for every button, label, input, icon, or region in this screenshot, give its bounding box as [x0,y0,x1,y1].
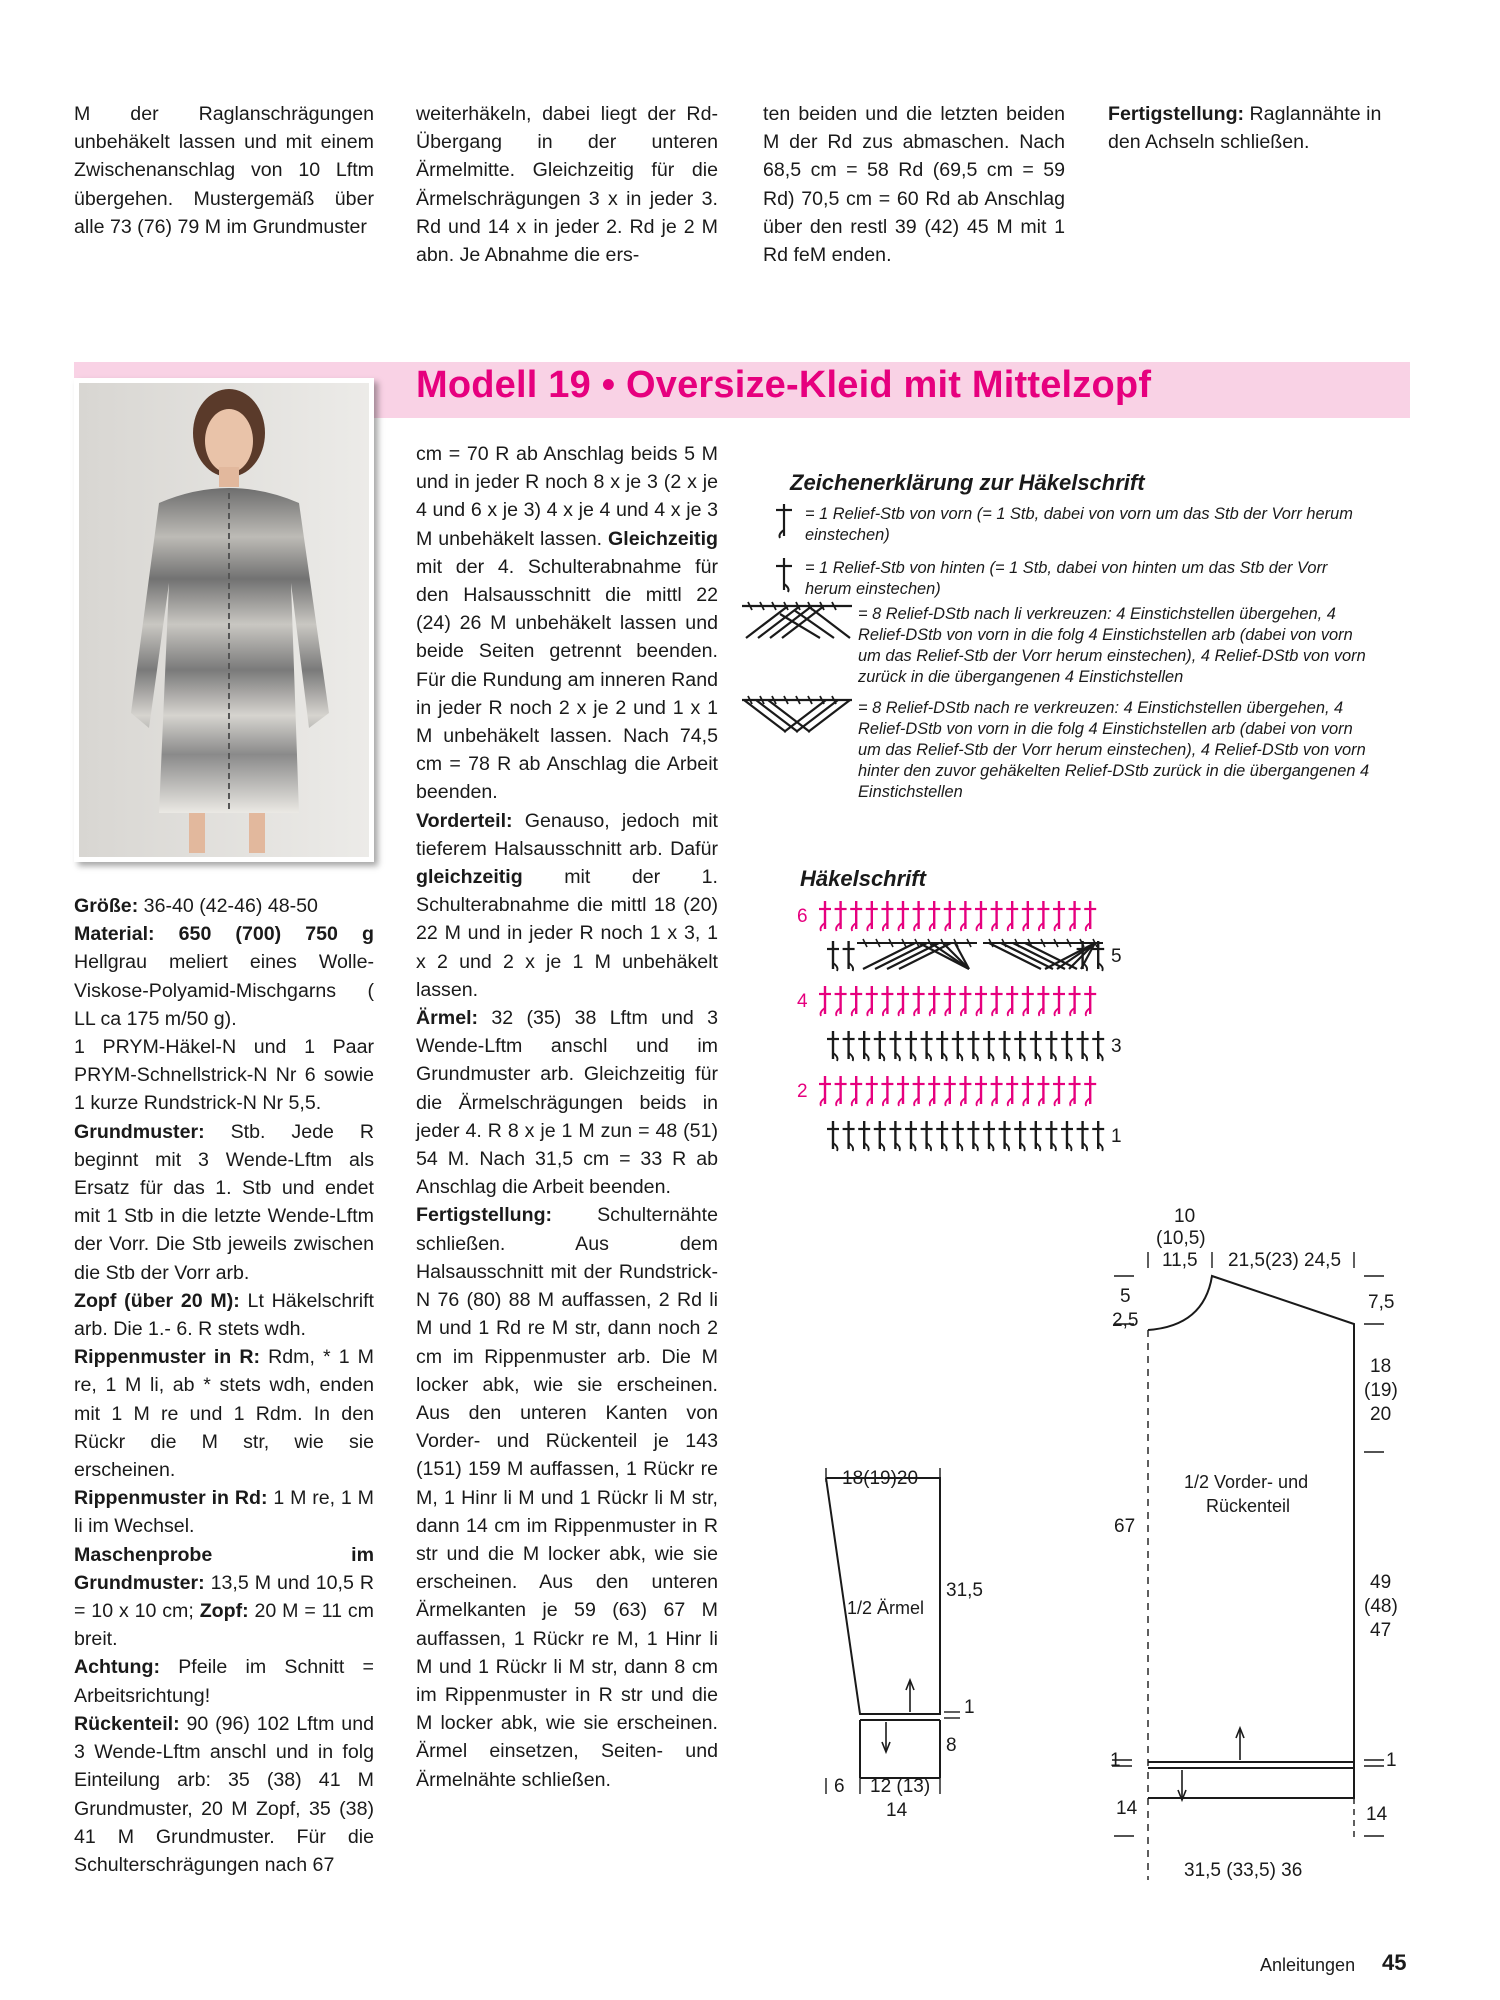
stitch-front [1037,986,1049,1016]
body-rib-right: 1 [1386,1750,1397,1771]
stitch-front [1037,901,1049,931]
stitch-front [944,986,956,1016]
paragraph-text: 36-40 (42-46) 48-50 [138,895,318,917]
stitch-front [944,901,956,931]
sleeve-rib-mark: 1 [964,1697,975,1718]
needle-line [74,1033,374,1118]
stitch-back [1092,1121,1104,1151]
stitch-front [944,1076,956,1106]
stitch-back [905,1121,917,1151]
text-column-1 [74,100,374,241]
paragraph-text: Hellgrau meliert eines Wolle-Viskose-Polyamid-Mischgarns ( LL ca 175 m/50 g). [74,951,374,1030]
stitch-front [819,1076,831,1106]
side-49: 49 [1370,1572,1392,1593]
bold-lead: Fertigstellung: [416,1204,553,1227]
stitch-front [928,986,940,1016]
text-column-left [74,892,374,1879]
neck-width-10: 10 [1174,1206,1196,1227]
paragraph-text: mit der 4. Schulterabnahme für den Halsausschnitt die mittl 22 (24) 26 M unbehäkelt lassen und beide Seiten getrennt beenden. Für die Rundung am inneren Rand in jeder R noch 2 x je 2 und 1 x 1 M unbehäkelt lassen. Nach 74,5 cm = 78 R ab Anschlag die Arbeit beenden. [416,555,718,804]
row-number: 4 [797,991,808,1012]
sleeve-schematic [800,1460,1000,1810]
finishing-text [416,1201,718,1793]
stitch-front [1022,986,1034,1016]
sleeve-bottom-left: 6 [834,1776,845,1797]
stitch-back [936,1121,948,1151]
stitch-back [843,1031,855,1061]
stitch-front [959,901,971,931]
stitch-back [858,1121,870,1151]
stitch-back [843,941,855,971]
stitch-front [850,901,862,931]
stitch-back [827,1031,839,1061]
stitch-back [999,1031,1011,1061]
stitch-back [1077,1121,1089,1151]
row-number: 1 [1111,1126,1122,1147]
bold-lead: Größe: [74,895,139,917]
paragraph-text: 90 (96) 102 Lftm und 3 Wende-Lftm anschl und in folg Einteilung arb: 35 (38) 41 M Grundmuster, 20 M Zopf, 35 (38) 41 M Grundmuster. Für die Schulterschrägungen nach 67 [74,1712,374,1876]
stitch-back [874,1121,886,1151]
stitch-front [975,986,987,1016]
paragraph [1108,100,1414,156]
stitch-front [1084,986,1096,1016]
stitch-back [999,1121,1011,1151]
paragraph-text: cm = 70 R ab Anschlag beids 5 M und in jeder R noch 8 x je 3 (2 x je 4 und 6 x je 3) 4 x je 4 und 4 x je 3 M unbehäkelt lassen. [416,443,718,550]
stitch-back [1077,1031,1089,1061]
stitch-front [913,1076,925,1106]
paragraph-text: 13,5 M und 10,5 R = 10 x 10 cm; [74,1571,374,1623]
legend-title: Zeichenerklärung zur Häkelschrift [790,470,1145,495]
paragraph-text: Pfeile im Schnitt = Arbeitsrichtung! [74,1656,374,1707]
stitch-front [991,986,1003,1016]
body-label-2: Rückenteil [1206,1496,1291,1516]
paragraph-text: 32 (35) 38 Lftm und 3 Wende-Lftm anschl und im Grundmuster arb. Gleichzeitig für die Ärmelschrägungen beids in jeder 4. R 8 x je 1 M zun = 48 (51) 54 M. Nach 31,5 cm = 33 R ab Anschlag die Arbeit beenden. [416,1007,718,1199]
stitch-back [983,1121,995,1151]
stitch-front [1053,986,1065,1016]
paragraph-text: Raglannähte in den Achseln schließen. [1108,103,1382,154]
paragraph-text: 20 M = 11 cm breit. [74,1600,374,1651]
stitch-back [827,941,839,971]
legend-item-2: = 1 Relief-Stb von hinten (= 1 Stb, dabei von hinten um das Stb der Vorr herum einstechen) [805,559,1328,598]
stitch-front [866,901,878,931]
front-piece [416,807,718,1004]
text-column-2 [416,100,718,269]
legend-item-1: = 1 Relief-Stb von vorn (= 1 Stb, dabei von vorn um das Stb der Vorr herum einstechen) [805,505,1353,544]
back-piece [74,1710,374,1879]
stitch-front [1053,901,1065,931]
bold-lead: gleichzeitig [416,866,523,889]
stitch-back [921,1031,933,1061]
stitch-front [850,986,862,1016]
stitch-front [819,901,831,931]
row-number: 3 [1111,1036,1122,1057]
stitch-front [1069,1076,1081,1106]
stitch-back [889,1031,901,1061]
body-height: 67 [1114,1516,1136,1537]
stitch-front [1069,986,1081,1016]
armhole-19: (19) [1364,1380,1398,1401]
relief-back-symbol-icon [770,554,800,594]
stitch-back [1061,1031,1073,1061]
stitch-front [959,986,971,1016]
bold-lead: Rippenmuster in R: [74,1346,260,1369]
bold-lead: Grundmuster: [74,1120,205,1143]
bold-lead: Maschenprobe im Grundmuster: [74,1543,374,1594]
paragraph-text: 1 M re, 1 M li im Wechsel. [74,1487,374,1538]
neck-width-115: 11,5 [1162,1250,1198,1271]
side-47: 47 [1370,1620,1392,1641]
material-line [74,920,374,1033]
paragraph-text: Stb. Jede R beginnt mit 3 Wende-Lftm als Ersatz für das 1. Stb und endet mit 1 Stb in die letzte Wende-Lftm der Vorr. Die Stb jeweils zwischen die Stb der Vorr arb. [74,1120,374,1284]
body-schematic [1100,1240,1400,1880]
stitch-back [1030,1121,1042,1151]
row-number: 6 [797,906,808,927]
paragraph-text: mit der 1. Schulterabnahme die mittl 18 (20) 22 M und in jeder R noch 1 x 3, 1 x 2 und 2 x je 1 M unbehäkelt lassen. [416,866,718,1001]
stitch-back [1014,1031,1026,1061]
stitch-front [991,901,1003,931]
stitch-front [866,1076,878,1106]
stitch-back [967,1031,979,1061]
stitch-front [975,1076,987,1106]
text-column-4 [1108,100,1414,156]
cable-left [857,939,977,969]
stitch-front [928,1076,940,1106]
stitch-back [1061,1121,1073,1151]
stitch-front [897,1076,909,1106]
body-rib-height-left: 14 [1116,1798,1138,1819]
stitch-back [905,1031,917,1061]
paragraph-text: Lt Häkelschrift arb. Die 1.- 6. R stets wdh. [74,1289,374,1341]
stitch-back [1030,1031,1042,1061]
stitch-front [959,1076,971,1106]
side-48: (48) [1364,1596,1398,1617]
chart-title: Häkelschrift [800,866,926,891]
paragraph: weiterhäkeln, dabei liegt der Rd-Übergang in der unteren Ärmelmitte. Gleichzeitig für die Ärmelschrägungen 3 x in jeder 3. Rd und 14 x in jeder 2. Rd je 2 M abn. Je Abnahme die ers- [416,103,718,267]
stitch-front [881,1076,893,1106]
stitch-back [874,1031,886,1061]
stitch-front [1006,1076,1018,1106]
stitch-front [835,901,847,931]
sleeve-bottom-mid: 12 (13) [870,1776,931,1797]
stitch-front [913,901,925,931]
bold-lead: Gleichzeitig [608,527,718,550]
stitch-front [897,986,909,1016]
basic-pattern [74,1118,374,1287]
photo-illustration [79,383,369,857]
paragraph-text: Schulternähte schließen. Aus dem Halsausschnitt mit der Rundstrick-N 76 (80) 88 M auffassen, 2 Rd li M und 1 Rd re M str, dann noch 2 cm im Rippenmuster arb. Die M locker abk, wie sie erscheinen. Aus den unteren Kanten von Vorder- und Rückenteil je 143 (151) 159 M auffassen, 1 Rückr re M, 1 Hinr li M und 1 Rückr li M str, dann 14 cm im Rippenmuster in R str und die M locker abk, wie sie erscheinen. Aus den unteren Ärmelkanten je 59 (63) 67 M auffassen, 1 Rückr re M, 1 Hinr li M und 1 Rückr li M str, dann 8 cm im Rippenmuster in R str und die M locker abk, wie sie erscheinen. Ärmel einsetzen, Seiten- und Ärmelnähte schließen. [416,1204,718,1791]
sleeve-top-width: 18(19)20 [842,1468,919,1489]
paragraph-text: Rdm, * 1 M re, 1 M li, ab * stets wdh, enden mit 1 M re und 1 Rdm. In den Rückr die M str, wie sie erscheinen. [74,1346,374,1482]
armhole-18: 18 [1370,1356,1392,1377]
rib-rows [74,1343,374,1484]
stitch-front [1084,1076,1096,1106]
stitch-back [858,1031,870,1061]
stitch-front [819,986,831,1016]
crochet-chart [795,895,1215,1175]
stitch-front [850,1076,862,1106]
stitch-back [967,1121,979,1151]
paragraph: ten beiden und die letzten beiden M der Rd zus abmaschen. Nach 68,5 cm = 58 Rd (69,5 cm = 59 Rd) 70,5 cm = 60 Rd ab Anschlag über den restl 39 (42) 45 M mit 1 Rd feM enden. [763,103,1065,267]
stitch-front [1069,901,1081,931]
stitch-back [921,1121,933,1151]
page-number: 45 [1382,1950,1407,1975]
stitch-front [897,901,909,931]
body-bottom-width: 31,5 (33,5) 36 [1184,1860,1303,1881]
bold-lead: Rippenmuster in Rd: [74,1487,268,1510]
paragraph-text: Genauso, jedoch mit tieferem Halsausschnitt arb. Dafür [416,809,718,860]
stitch-front [913,986,925,1016]
stitch-back [843,1121,855,1151]
text-column-middle [416,440,718,1794]
bold-lead: Achtung: [74,1656,160,1679]
stitch-front [835,986,847,1016]
stitch-back [983,1031,995,1061]
text-column-3 [763,100,1065,269]
stitch-front [866,986,878,1016]
stitch-back [936,1031,948,1061]
stitch-front [881,986,893,1016]
stitch-back [1045,1121,1057,1151]
stitch-front [991,1076,1003,1106]
model-photo [74,378,374,862]
neck-depth-5: 5 [1120,1286,1131,1307]
footer-section: Anleitungen [1260,1955,1356,1975]
stitch-back [952,1121,964,1151]
stitch-back [827,1121,839,1151]
stitch-front [881,901,893,931]
bold-lead: Vorderteil: [416,809,513,832]
stitch-front [1006,986,1018,1016]
bold-lead: Zopf (über 20 M): [74,1289,240,1312]
stitch-front [1006,901,1018,931]
bold-lead: Fertigstellung: [1108,103,1245,125]
bold-lead: Zopf: [199,1600,249,1623]
row-number: 2 [797,1081,808,1102]
stitch-front [975,901,987,931]
bold-lead: Ärmel: [416,1007,479,1030]
stitch-front [928,901,940,931]
body-rib-height-right: 14 [1366,1804,1388,1825]
shoulder-width: 21,5(23) 24,5 [1228,1250,1342,1271]
row-number: 5 [1111,946,1122,967]
sleeve-label: 1/2 Ärmel [847,1598,925,1618]
model-title: Modell 19 • Oversize-Kleid mit Mittelzopf [416,364,1152,406]
cable-pattern [74,1287,374,1343]
shoulder-text [416,440,718,807]
stitch-front [1037,1076,1049,1106]
cross-right-symbol-icon [738,694,856,738]
size-line [74,892,374,920]
attention [74,1653,374,1709]
body-label-1: 1/2 Vorder- und [1184,1472,1309,1492]
legend-item-3: = 8 Relief-DStb nach li verkreuzen: 4 Einstichstellen übergehen, 4 Relief-DStb von vorn in die folg 4 Einstichstellen arb (dabei von vorn um das Relief-Stb der Vorr herum einstechen), 4 Relief-DStb von vorn zurück in die übergangenen 4 Einstichstellen [858,605,1366,686]
legend-item-4: = 8 Relief-DStb nach re verkreuzen: 4 Einstichstellen übergehen, 4 Relief-DStb von vorn in die folg 4 Einstichstellen arb (dabei von vorn um das Relief-Stb der Vorr herum einstechen), 4 Relief-DStb von vorn hinter den zuvor gehäkelten Relief-DStb zurück in die übergangenen 4 Einstichstellen [858,699,1370,801]
stitch-back [1045,1031,1057,1061]
bold-lead: Rückenteil: [74,1712,180,1735]
stitch-front [1053,1076,1065,1106]
paragraph: M der Raglanschrägungen unbehäkelt lassen und mit einem Zwischenanschlag von 10 Lftm übergehen. Mustergemäß über alle 73 (76) 79 M im Grundmuster [74,103,374,238]
relief-front-symbol-icon [770,500,800,540]
body-rib-left: 1 [1110,1750,1121,1771]
stitch-front [1084,901,1096,931]
sleeve-rib-height: 8 [946,1735,957,1756]
bold-lead: Material: 650 (700) 750 g [74,923,374,946]
neck-depth-25: 2,5 [1112,1310,1139,1331]
sleeve-height: 31,5 [946,1580,983,1601]
shoulder-drop: 7,5 [1368,1292,1395,1313]
stitch-front [1022,1076,1034,1106]
sleeve-bottom-mid2: 14 [886,1800,908,1821]
neck-width-105: (10,5) [1156,1228,1206,1249]
gauge [74,1541,374,1654]
stitch-back [889,1121,901,1151]
cross-left-symbol-icon [738,600,856,644]
paragraph-text: 1 PRYM-Häkel-N und 1 Paar PRYM-Schnellstrick-N Nr 6 sowie 1 kurze Rundstrick-N Nr 5,5. [74,1036,374,1115]
sleeve-text [416,1004,718,1201]
stitch-back [1014,1121,1026,1151]
armhole-20: 20 [1370,1404,1392,1425]
stitch-back [952,1031,964,1061]
rib-rounds [74,1484,374,1540]
stitch-front [835,1076,847,1106]
stitch-back [1092,1031,1104,1061]
stitch-front [1022,901,1034,931]
